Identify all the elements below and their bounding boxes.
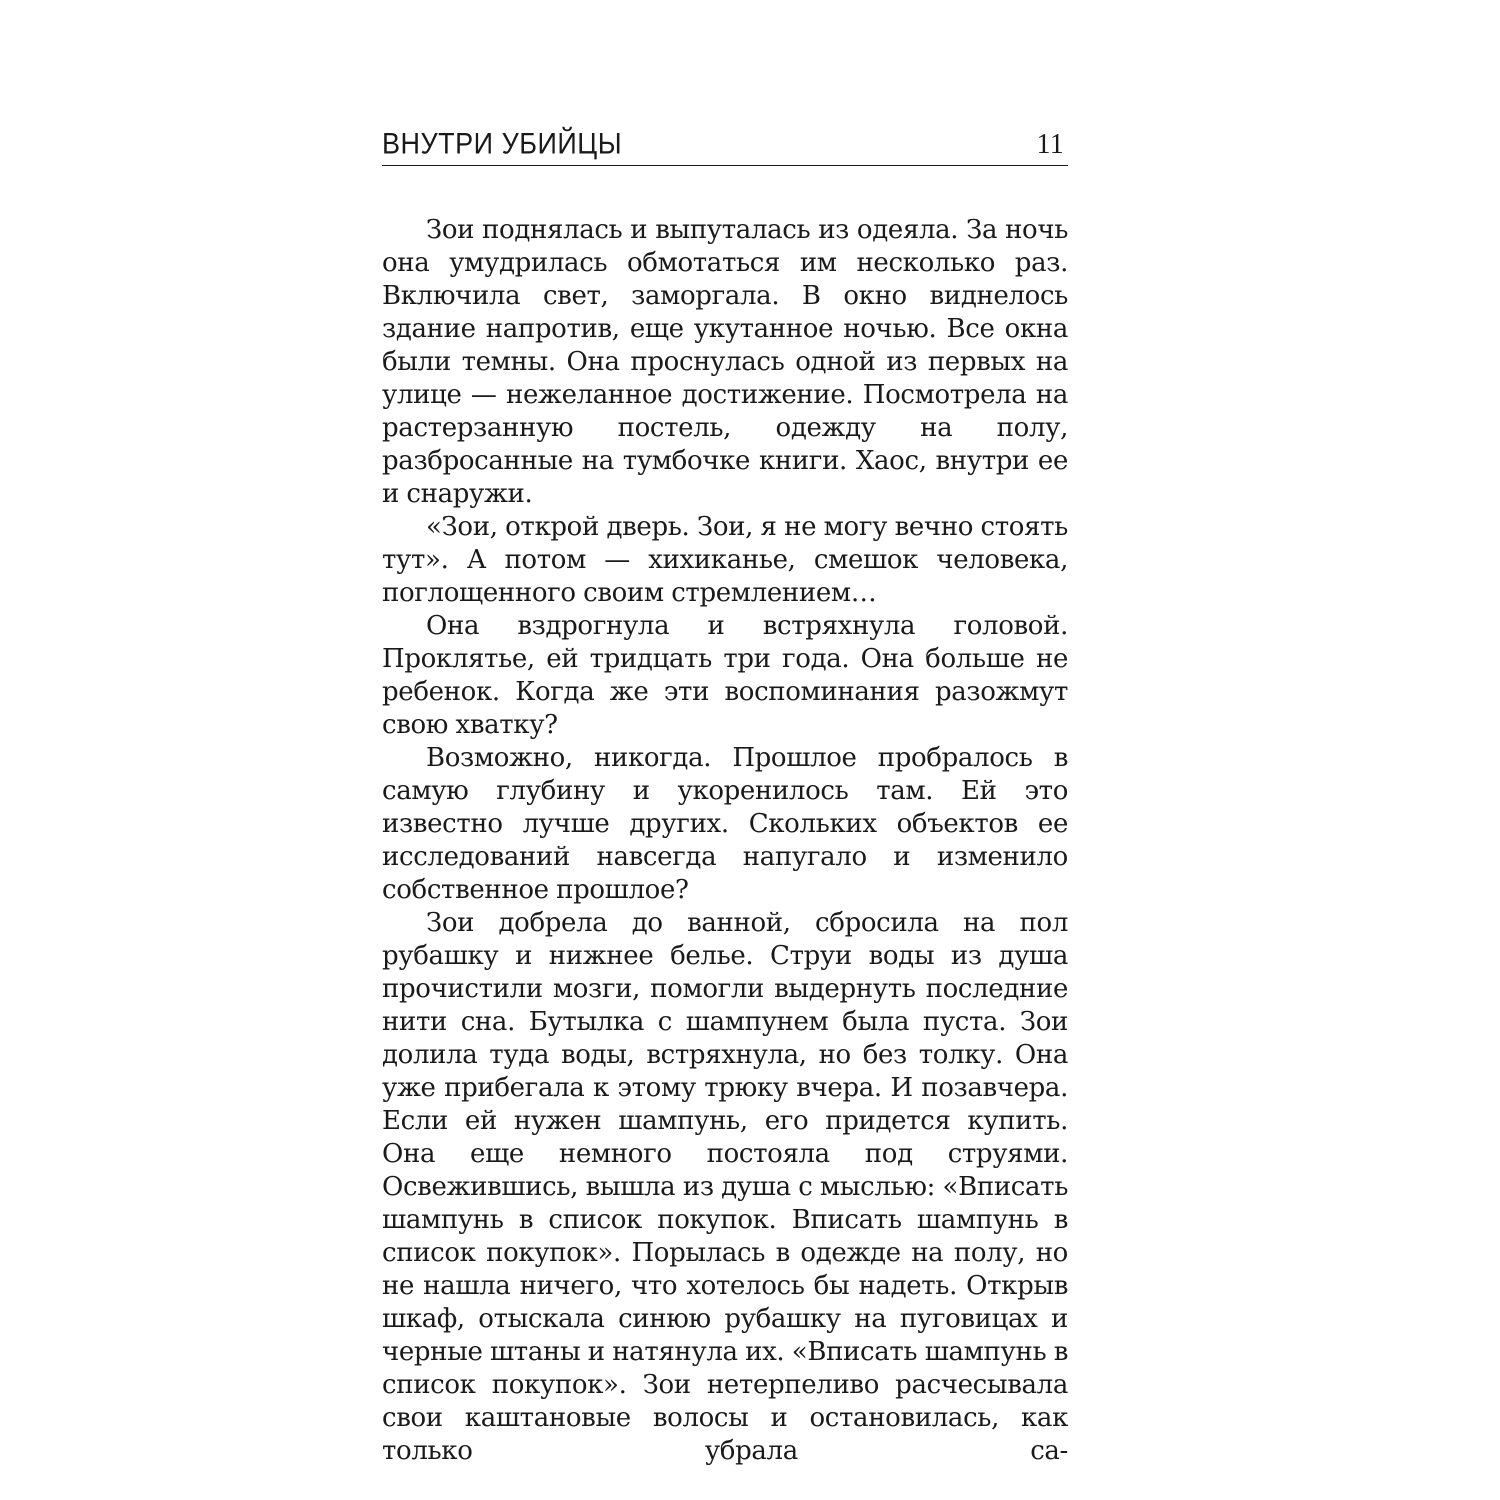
body-text	[382, 214, 1068, 1468]
paragraph: «Зои, открой дверь. Зои, я не могу вечно стоять тут». А потом — хихиканье, смешок человека, поглощенного своим стремлением…	[382, 512, 1068, 608]
book-page	[382, 128, 1068, 1468]
paragraph: Зои поднялась и выпуталась из одеяла. За ночь она умудрилась обмотаться им несколько раз. Включила свет, заморгала. В окно виднелось здание напротив, еще укутанное ночью. Все окна были темны. Она проснулась одной из первых на улице — нежеланное достижение. Посмотрела на растерзанную постель, одежду на полу, разбросанные на тумбочке книги. Хаос, внутри ее и снаружи.	[382, 215, 1068, 509]
paragraph: Зои добрела до ванной, сбросила на пол рубашку и нижнее белье. Струи воды из душа прочистили мозги, помогли выдернуть последние нити сна. Бутылка с шампунем была пуста. Зои долила туда воды, встряхнула, но без толку. Она уже прибегала к этому трюку вчера. И позавчера. Если ей нужен шампунь, его придется купить. Она еще немного постояла под струями. Освежившись, вышла из душа с мыслью: «Вписать шампунь в список покупок. Вписать шампунь в список покупок». Порылась в одежде на полу, но не нашла ничего, что хотелось бы надеть. Открыв шкаф, отыскала синюю рубашку на пуговицах и черные штаны и натянула их. «Вписать шампунь в список покупок». Зои нетерпеливо расчесывала свои каштановые волосы и остановилась, как только убрала са-	[382, 908, 1068, 1466]
page-number: 11	[1036, 129, 1064, 160]
paragraph: Возможно, никогда. Прошлое пробралось в самую глубину и укоренилось там. Ей это известно лучше других. Скольких объектов ее исследований навсегда напугало и изменило собственное прошлое?	[382, 743, 1068, 905]
paragraph: Она вздрогнула и встряхнула головой. Проклятье, ей тридцать три года. Она больше не ребенок. Когда же эти воспоминания разожмут свою хватку?	[382, 611, 1068, 740]
running-header	[382, 128, 1068, 166]
running-title: ВНУТРИ УБИЙЦЫ	[382, 127, 623, 160]
